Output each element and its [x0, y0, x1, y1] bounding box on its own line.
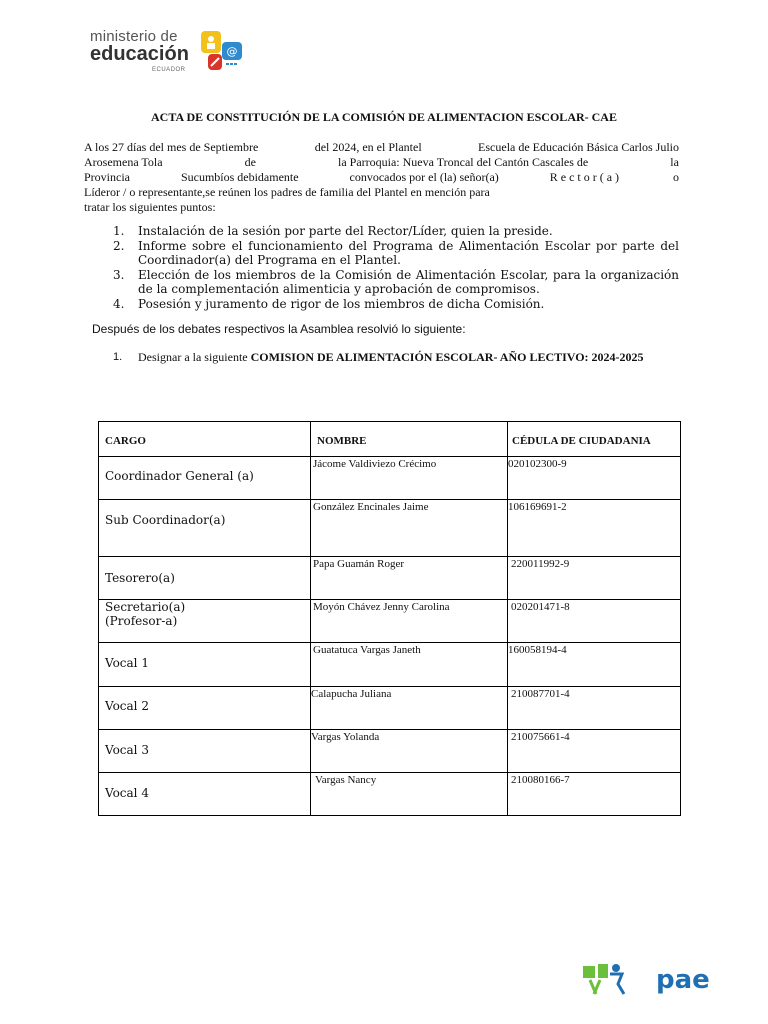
cedula-text: 020201471-8 — [511, 601, 570, 613]
nombre-text: Jácome Valdiviezo Crécimo — [313, 458, 437, 470]
at-symbol-icon: @ — [226, 45, 238, 58]
nombre-cell — [311, 500, 508, 557]
intro-line-2 — [84, 155, 679, 170]
nombre-cell — [311, 730, 508, 773]
ministerio-educacion-logo — [90, 28, 250, 78]
list-number: 1. — [113, 224, 125, 238]
table-row — [99, 730, 681, 773]
cedula-text: 210087701-4 — [511, 688, 570, 700]
logo-line-ministerio: ministerio de — [90, 28, 178, 45]
nombre-cell — [311, 773, 508, 816]
designation-lead: Designar a la siguiente — [138, 350, 251, 364]
cargo-text: Vocal 3 — [105, 743, 149, 757]
nombre-text: Vargas Yolanda — [311, 731, 380, 743]
cargo-cell — [99, 643, 311, 687]
nombre-text: Papa Guamán Roger — [313, 558, 405, 570]
list-text: Informe sobre el funcionamiento del Programa de Alimentación Escolar por parte del Coordinador(a) del Programa en el Plantel. — [138, 239, 679, 267]
list-item — [113, 268, 679, 296]
cargo-text: Vocal 2 — [105, 699, 149, 713]
intro-paragraph — [84, 140, 679, 215]
pae-logo — [580, 960, 712, 1000]
cedula-cell — [508, 457, 681, 500]
logo-line-educacion: educación — [90, 43, 189, 65]
intro-text: del 2024, en el Plantel — [314, 140, 422, 154]
intro-line-1 — [84, 140, 679, 155]
nombre-text: Moyón Chávez Jenny Carolina — [313, 601, 450, 613]
person-head-icon — [208, 36, 214, 42]
green-block-icon — [583, 966, 595, 978]
intro-text: Provincia — [84, 170, 130, 184]
table-row — [99, 500, 681, 557]
nombre-cell — [311, 457, 508, 500]
intro-text-rector: Rector(a) — [549, 170, 623, 184]
cedula-cell — [508, 600, 681, 643]
cedula-text: 210075661-4 — [511, 731, 570, 743]
header-nombre: NOMBRE — [311, 422, 508, 457]
cargo-cell — [99, 557, 311, 600]
cedula-cell — [508, 643, 681, 687]
intro-text: Líderor / o representante,se reúnen los padres de familia del Plantel en mención para — [84, 185, 490, 199]
document-title: ACTA DE CONSTITUCIÓN DE LA COMISIÓN DE ALIMENTACION ESCOLAR- CAE — [151, 110, 617, 124]
cedula-cell — [508, 773, 681, 816]
cargo-text: Sub Coordinador(a) — [105, 513, 226, 527]
designation-text — [138, 350, 644, 364]
cargo-cell — [99, 500, 311, 557]
list-text: Posesión y juramento de rigor de los miembros de dicha Comisión. — [138, 297, 545, 311]
list-item — [113, 239, 679, 267]
intro-text: A los 27 días del mes de Septiembre — [84, 140, 259, 154]
agenda-list — [113, 224, 679, 312]
intro-text: la Parroquia: Nueva Troncal del Cantón Cascales de — [337, 155, 589, 169]
cargo-subtext: (Profesor-a) — [105, 614, 178, 628]
table-row — [99, 773, 681, 816]
intro-text: Arosemena Tola — [84, 155, 163, 169]
cargo-text: Coordinador General (a) — [105, 469, 254, 483]
table-row — [99, 557, 681, 600]
table-header-row — [99, 422, 681, 457]
resolution-intro: Después de los debates respectivos la Asamblea resolvió lo siguiente: — [92, 322, 466, 336]
cargo-text: Secretario(a) — [105, 600, 186, 614]
list-number: 2. — [113, 239, 125, 253]
header-cargo: CARGO — [99, 422, 311, 457]
intro-line-4 — [84, 185, 679, 200]
nombre-cell — [311, 643, 508, 687]
designation-item — [113, 350, 719, 364]
intro-text: tratar los siguientes puntos: — [84, 200, 216, 214]
cedula-text: 210080166-7 — [511, 774, 570, 786]
cargo-cell — [99, 457, 311, 500]
cedula-cell — [508, 687, 681, 730]
cargo-cell — [99, 773, 311, 816]
nombre-text: Guatatuca Vargas Janeth — [313, 644, 421, 656]
nombre-text: González Encinales Jaime — [313, 501, 429, 513]
list-text: Elección de los miembros de la Comisión de Alimentación Escolar, para la organización de la complementación alimenticia y aprobación de compromisos. — [138, 268, 679, 296]
list-number: 1. — [113, 351, 123, 363]
cedula-text: 160058194-4 — [508, 644, 567, 656]
cargo-cell — [99, 600, 311, 643]
list-number: 3. — [113, 268, 125, 282]
list-item — [113, 224, 679, 238]
intro-line-3 — [84, 170, 679, 185]
nombre-cell — [311, 557, 508, 600]
nombre-text: Calapucha Juliana — [311, 688, 392, 700]
table-row — [99, 687, 681, 730]
table-row — [99, 600, 681, 643]
intro-text: Escuela de Educación Básica Carlos Julio — [478, 140, 679, 154]
cedula-cell — [508, 500, 681, 557]
commission-table — [98, 421, 681, 816]
child-figure-icon — [612, 964, 620, 972]
cedula-text: 106169691-2 — [508, 501, 567, 513]
intro-text: convocados por el (la) señor(a) — [349, 170, 499, 184]
list-number: 4. — [113, 297, 125, 311]
cargo-cell — [99, 687, 311, 730]
list-item — [113, 297, 679, 311]
education-icons-logo — [200, 30, 244, 76]
intro-text: de — [244, 155, 256, 169]
table-row — [99, 457, 681, 500]
cargo-text: Vocal 1 — [105, 656, 149, 670]
designation-bold: COMISION DE ALIMENTACIÓN ESCOLAR- AÑO LECTIVO: 2024-2025 — [250, 350, 644, 364]
cargo-text: Vocal 4 — [105, 786, 149, 800]
nombre-cell — [311, 600, 508, 643]
nombre-cell — [311, 687, 508, 730]
list-text: Instalación de la sesión por parte del Rector/Líder, quien la preside. — [138, 224, 553, 238]
cedula-text: 020102300-9 — [508, 458, 567, 470]
intro-text: la — [670, 155, 679, 169]
cargo-cell — [99, 730, 311, 773]
table-row — [99, 643, 681, 687]
intro-text: Sucumbíos debidamente — [180, 170, 299, 184]
intro-line-5 — [84, 200, 679, 215]
cedula-cell — [508, 730, 681, 773]
logo-line-ecuador: ECUADOR — [152, 67, 186, 73]
pae-logo-text: pae — [656, 965, 710, 995]
header-cedula: CÉDULA DE CIUDADANIA — [508, 422, 681, 457]
cedula-cell — [508, 557, 681, 600]
cedula-text: 220011992-9 — [511, 558, 570, 570]
nombre-text: Vargas Nancy — [315, 774, 377, 786]
intro-text: o — [673, 170, 679, 184]
cargo-text: Tesorero(a) — [105, 571, 175, 585]
person-body-icon — [207, 43, 215, 49]
